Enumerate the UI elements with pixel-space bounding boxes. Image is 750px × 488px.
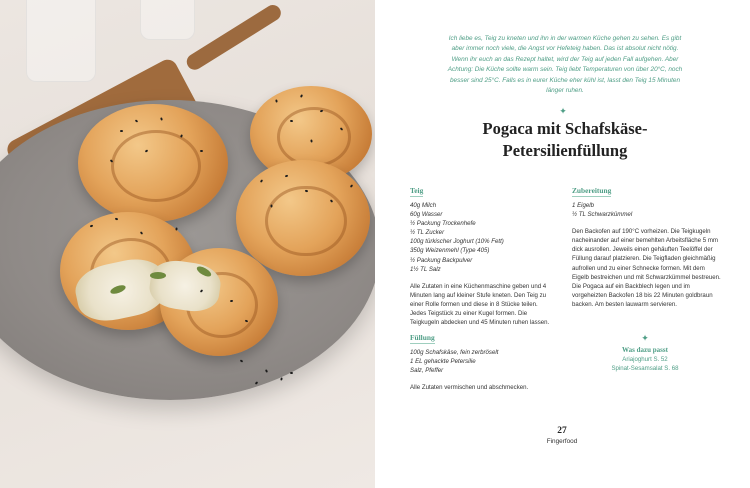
ingredient-list <box>410 348 555 375</box>
pairing-link[interactable]: Ariajoghurt S. 52 <box>622 356 668 363</box>
ingredient-list <box>572 201 722 219</box>
ingredient: 1 EL gehackte Petersilie <box>410 358 476 366</box>
recipe-title <box>435 118 695 162</box>
ingredient: ½ Packung Trockenhefe <box>410 220 476 228</box>
nigella-seed <box>200 150 203 152</box>
ingredient: 350g Weizenmehl (Type 405) <box>410 247 490 255</box>
ingredient: 100g Schafskäse, fein zerbröselt <box>410 349 499 356</box>
ingredient: ½ Packung Backpulver <box>410 256 473 264</box>
nigella-seed <box>290 372 293 374</box>
pairing-heading: Was dazu passt <box>622 346 668 354</box>
dough-section <box>410 186 555 327</box>
ingredient: 100g türkischer Joghurt (10% Fett) <box>410 238 504 246</box>
ingredient: 60g Wasser <box>410 211 443 219</box>
page-number: 27 <box>557 426 567 436</box>
preparation-heading: Zubereitung <box>572 186 612 195</box>
parsley-piece <box>150 272 166 279</box>
ingredient: 1 Eigelb <box>572 202 595 209</box>
ingredient-list <box>410 201 555 274</box>
intro-text: Ich liebe es, Teig zu kneten und ihn in der warmen Küche gehen zu sehen. Es gibt aber immer noch viele, die Angst vor Hefeteig haben. Das ist absolut nicht nötig. Wenn ihr euch an das Rezept haltet, wird der Teig auf jeden Fall aufgehen. Aber Achtung: Die Küche sollte warm sein. Teig liebt Temperaturen von über 20°C, noch besser sind 25°C. Falls es in eurer Küche eher kühl ist, lasst den Teig 15 Minuten länger ruhen. <box>447 35 683 95</box>
filling-heading: Füllung <box>410 333 435 342</box>
title-line: Petersilienfüllung <box>502 141 628 160</box>
board-handle <box>184 2 284 73</box>
filling-method: Alle Zutaten vermischen und abschmecken. <box>410 384 529 392</box>
title-line: Pogaca mit Schafskäse- <box>482 119 648 138</box>
preparation-section <box>572 186 722 309</box>
nigella-seed <box>275 99 278 102</box>
ingredient: ½ TL Zucker <box>410 229 445 237</box>
nigella-seed <box>120 130 123 132</box>
nigella-seed <box>280 377 282 380</box>
nigella-seed <box>290 120 293 122</box>
ingredient: Salz, Pfeffer <box>410 367 444 375</box>
nigella-seed <box>160 117 163 120</box>
pairing-link[interactable]: Spinat-Sesamsalat S. 68 <box>611 365 679 373</box>
pogaca-bun <box>236 160 370 276</box>
dough-method: Alle Zutaten in eine Küchenmaschine geben und 4 Minuten lang auf kleiner Stufe kneten. Den Teig zu einer Rolle formen und diese in 8 Stücke teilen. Jedes Teigstück zu einer Kugel formen. Die Teigkugeln abdecken und 45 Minuten ruhen lassen. <box>410 282 550 327</box>
water-glass <box>26 0 96 82</box>
ingredient: 40g Milch <box>410 202 437 209</box>
ingredient: 1½ TL Salz <box>410 265 441 273</box>
ornament-icon: ✦ <box>559 106 567 116</box>
preparation-method: Den Backofen auf 190°C vorheizen. Die Teigkugeln nacheinander auf einer bemehlten Arbeitsfläche 5 mm dick ausrollen. Jeweils einen gehäuften Teelöffel der Füllung darauf platzieren. Die Teigfladen gleichmäßig aufrollen und zu einer Schnecke formen. Mit dem Eigelb bestreichen und mit Schwarzkümmel bestreuen. Die Pogaca auf ein Backblech legen und im vorgeheizten Backofen 18 bis 22 Minuten goldbraun backen. Am besten lauwarm servieren. <box>572 228 721 308</box>
ingredient: ½ TL Schwarzkümmel <box>572 211 633 219</box>
dough-heading: Teig <box>410 186 424 195</box>
recipe-page <box>375 0 750 488</box>
ornament-icon: ✦ <box>641 333 649 343</box>
nigella-seed <box>310 139 312 142</box>
section-name: Fingerfood <box>546 438 578 445</box>
nigella-seed <box>305 190 308 193</box>
water-glass <box>140 0 195 40</box>
nigella-seed <box>270 204 272 207</box>
filling-section <box>410 333 555 392</box>
pairing-box <box>603 345 687 373</box>
pogaca-bun <box>78 104 228 222</box>
